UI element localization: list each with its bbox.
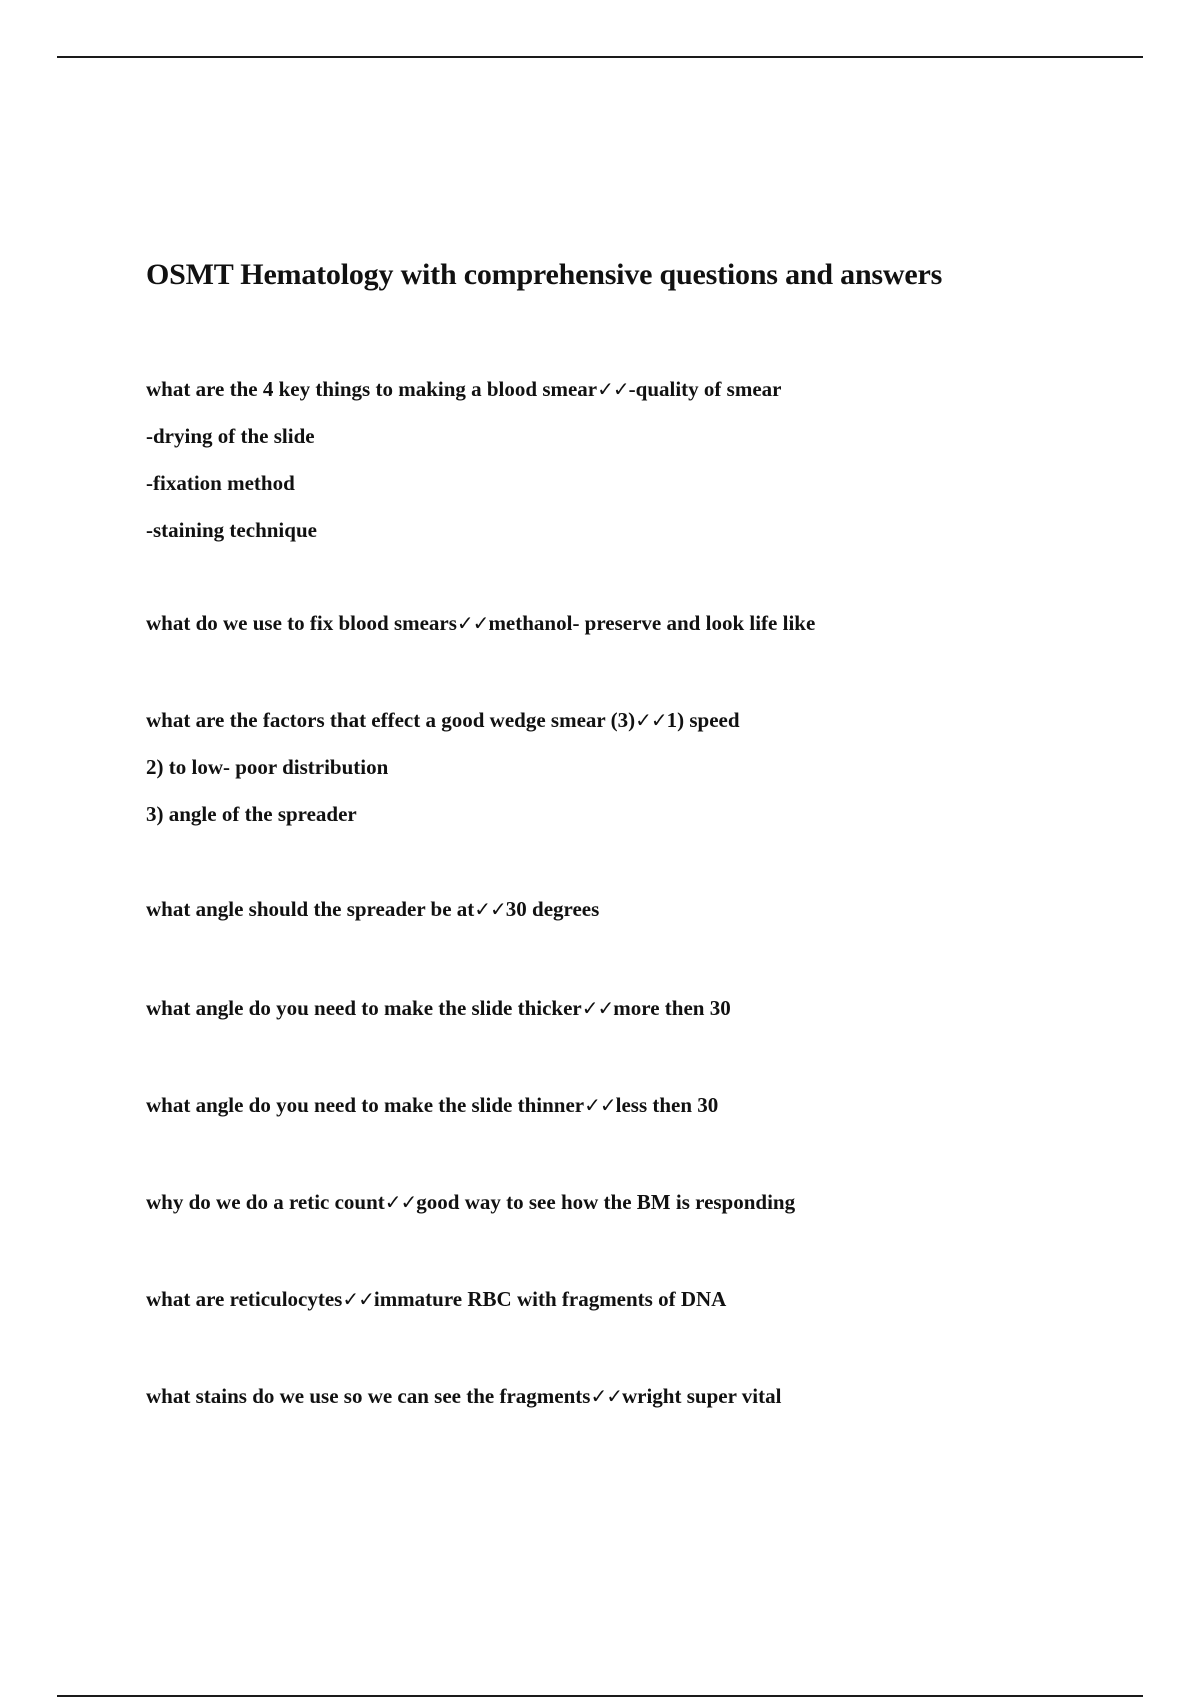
question-text: what are the 4 key things to making a blood smear: [146, 377, 598, 401]
check-icon: ✓✓: [456, 611, 489, 635]
answer-text: methanol- preserve and look life like: [488, 611, 816, 635]
bottom-rule: [57, 1695, 1143, 1697]
qa-item-2: [146, 600, 815, 647]
check-icon: ✓✓: [581, 996, 614, 1020]
qa-line: [146, 1082, 718, 1129]
answer-text: immature RBC with fragments of DNA: [373, 1287, 727, 1311]
question-text: why do we do a retic count: [146, 1190, 385, 1214]
answer-text: good way to see how the BM is responding: [416, 1190, 796, 1214]
qa-line: [146, 985, 731, 1032]
answer-continuation: 3) angle of the spreader: [146, 802, 357, 826]
question-text: what do we use to fix blood smears: [146, 611, 457, 635]
answer-text: 30 degrees: [505, 897, 600, 921]
qa-line: [146, 697, 740, 744]
question-text: what angle do you need to make the slide thicker: [146, 996, 582, 1020]
answer-text: less then 30: [615, 1093, 719, 1117]
question-text: what are the factors that effect a good wedge smear (3): [146, 708, 636, 732]
qa-line: [146, 886, 599, 933]
answer-text: 1) speed: [666, 708, 740, 732]
answer-continuation: -fixation method: [146, 471, 295, 495]
question-text: what stains do we use so we can see the fragments: [146, 1384, 591, 1408]
answer-continuation: -staining technique: [146, 518, 317, 542]
check-icon: ✓✓: [342, 1287, 374, 1311]
document-title: OSMT Hematology with comprehensive questions and answers: [146, 258, 943, 291]
answer-text: -quality of smear: [628, 377, 782, 401]
qa-item-8: [146, 1276, 726, 1323]
question-text: what angle do you need to make the slide thinner: [146, 1093, 585, 1117]
qa-item-4: [146, 886, 599, 933]
qa-line: [146, 366, 781, 413]
check-icon: ✓✓: [597, 377, 629, 401]
check-icon: ✓✓: [584, 1093, 616, 1117]
qa-item-7: [146, 1179, 795, 1226]
qa-line: [146, 1373, 781, 1420]
check-icon: ✓✓: [635, 708, 667, 732]
question-text: what are reticulocytes: [146, 1287, 343, 1311]
qa-item-1: [146, 366, 781, 554]
check-icon: ✓✓: [590, 1384, 622, 1408]
answer-text: more then 30: [613, 996, 731, 1020]
qa-item-9: [146, 1373, 781, 1420]
answer-continuation: -drying of the slide: [146, 424, 315, 448]
qa-line: [146, 1276, 726, 1323]
qa-line: [146, 1179, 795, 1226]
qa-item-5: [146, 985, 731, 1032]
top-rule: [57, 56, 1143, 58]
qa-line: [146, 600, 815, 647]
check-icon: ✓✓: [474, 897, 506, 921]
check-icon: ✓✓: [384, 1190, 417, 1214]
qa-item-6: [146, 1082, 718, 1129]
answer-text: wright super vital: [621, 1384, 782, 1408]
answer-continuation: 2) to low- poor distribution: [146, 755, 389, 779]
qa-item-3: [146, 697, 740, 838]
question-text: what angle should the spreader be at: [146, 897, 475, 921]
